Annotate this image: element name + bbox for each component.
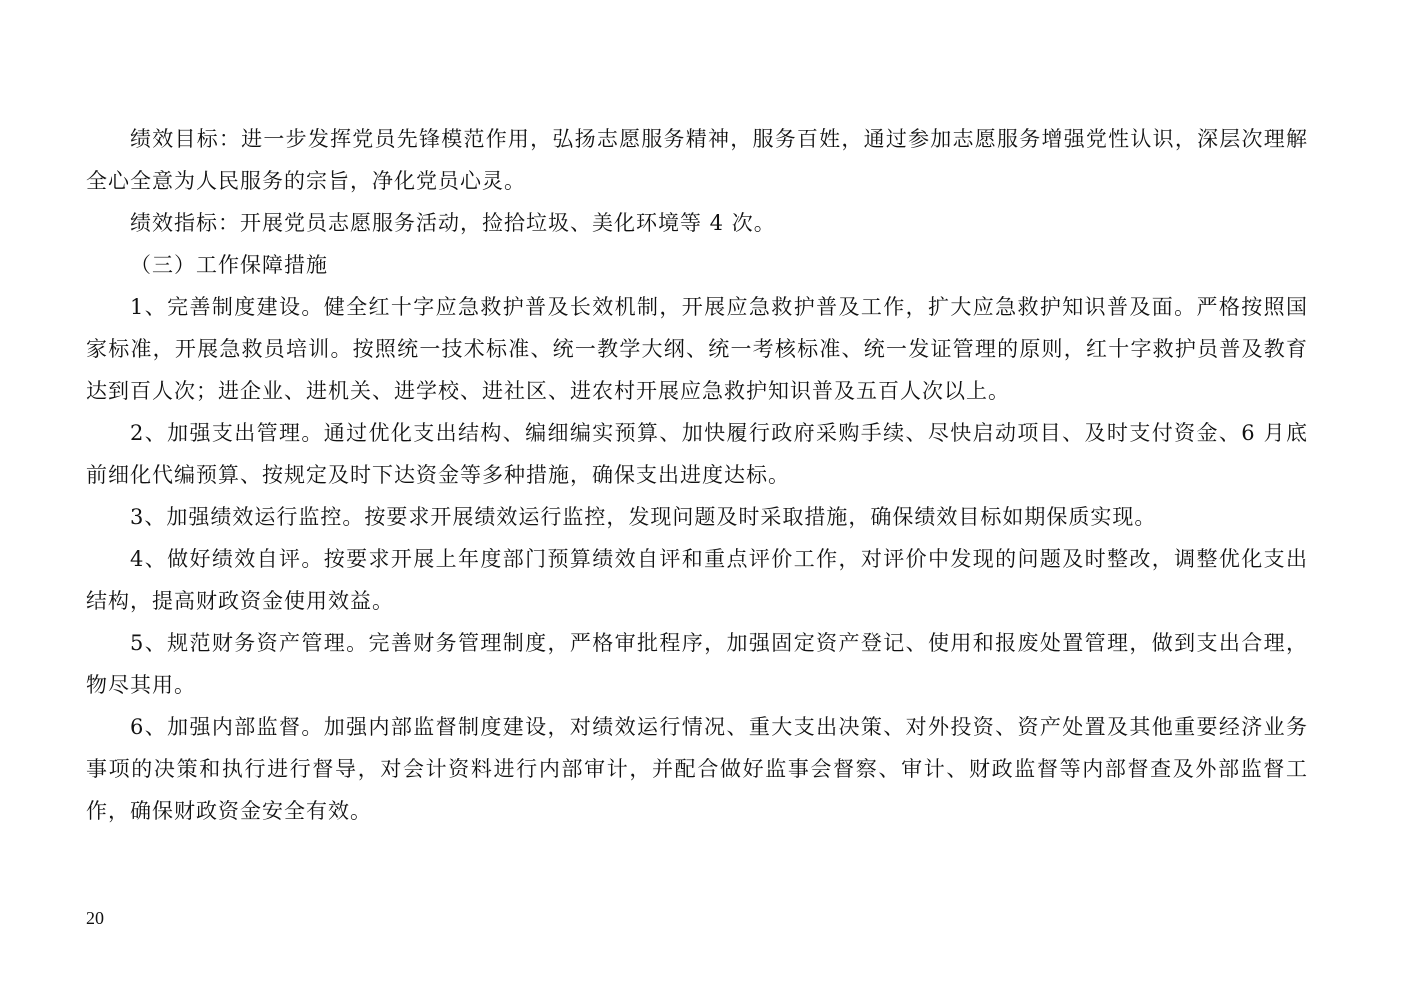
paragraph-item-1: 1、完善制度建设。健全红十字应急救护普及长效机制，开展应急救护普及工作，扩大应急救护知识普及面。严格按照国家标准，开展急救员培训。按照统一技术标准、统一教学大纲、统一考核标准、统一发证管理的原则，红十字救护员普及教育达到百人次；进企业、进机关、进学校、进社区、进农村开展应急救护知识普及五百人次以上。 [86, 295, 1308, 403]
paragraph-item-5: 5、规范财务资产管理。完善财务管理制度，严格审批程序，加强固定资产登记、使用和报废处置管理，做到支出合理，物尽其用。 [86, 631, 1308, 697]
page-number: 20 [86, 908, 104, 928]
document-body [86, 118, 1308, 832]
paragraph-performance-indicator: 绩效指标：开展党员志愿服务活动，捡拾垃圾、美化环境等 4 次。 [130, 211, 776, 235]
section-heading: （三）工作保障措施 [130, 253, 328, 277]
paragraph-item-6: 6、加强内部监督。加强内部监督制度建设，对绩效运行情况、重大支出决策、对外投资、资产处置及其他重要经济业务事项的决策和执行进行督导，对会计资料进行内部审计，并配合做好监事会督察、审计、财政监督等内部督查及外部监督工作，确保财政资金安全有效。 [86, 715, 1308, 823]
paragraph-item-3: 3、加强绩效运行监控。按要求开展绩效运行监控，发现问题及时采取措施，确保绩效目标如期保质实现。 [130, 505, 1157, 529]
paragraph-item-4: 4、做好绩效自评。按要求开展上年度部门预算绩效自评和重点评价工作，对评价中发现的问题及时整改，调整优化支出结构，提高财政资金使用效益。 [86, 547, 1308, 613]
paragraph-performance-goal: 绩效目标：进一步发挥党员先锋模范作用，弘扬志愿服务精神，服务百姓，通过参加志愿服务增强党性认识，深层次理解全心全意为人民服务的宗旨，净化党员心灵。 [86, 127, 1308, 193]
paragraph-item-2: 2、加强支出管理。通过优化支出结构、编细编实预算、加快履行政府采购手续、尽快启动项目、及时支付资金、6 月底前细化代编预算、按规定及时下达资金等多种措施，确保支出进度达标。 [86, 421, 1308, 487]
